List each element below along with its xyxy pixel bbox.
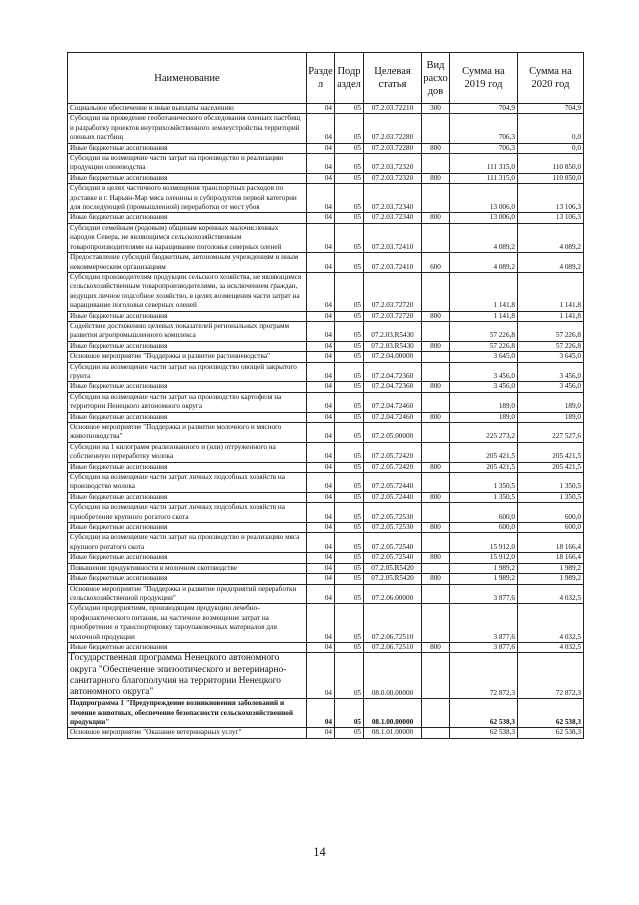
cell-sum-2019: 600,0 (450, 523, 518, 533)
cell-razdel: 04 (307, 604, 335, 643)
cell-sum-2019: 111 315,0 (450, 173, 518, 183)
cell-razdel: 04 (307, 114, 335, 143)
cell-sum-2019: 3 877,6 (450, 584, 518, 604)
table-row (68, 563, 584, 573)
cell-razdel: 04 (307, 104, 335, 114)
cell-name: Иные бюджетные ассигнования (68, 492, 307, 502)
cell-sum-2020: 205 421,5 (518, 442, 584, 462)
cell-razdel: 04 (307, 352, 335, 362)
cell-razdel: 04 (307, 492, 335, 502)
cell-target: 07.2.03.72340 (364, 213, 422, 223)
cell-name: Повышение продуктивности в молочном скотоводстве (68, 563, 307, 573)
cell-vid (422, 352, 450, 362)
cell-sum-2020: 57 226,8 (518, 341, 584, 351)
cell-name: Субсидии на проведение геоботанического обследования оленьих пастбищ и разработку проектов внутрихозяйственного землеустройства территорий оленьих пастбищ (68, 114, 307, 143)
table-row (68, 412, 584, 422)
cell-sum-2019: 225 273,2 (450, 423, 518, 443)
cell-target: 07.2.03.72340 (364, 184, 422, 213)
cell-sum-2019: 57 226,8 (450, 321, 518, 341)
cell-sum-2019: 3 877,6 (450, 642, 518, 652)
cell-podrazdel: 05 (335, 412, 364, 422)
cell-sum-2020: 189,0 (518, 392, 584, 412)
table-row (68, 523, 584, 533)
cell-vid (422, 728, 450, 738)
cell-sum-2020: 704,9 (518, 104, 584, 114)
cell-name: Подпрограмма 1 "Предупреждение возникновения заболеваний и лечение животных, обеспечение безопасности сельскохозяйственной продукции" (68, 699, 307, 728)
cell-target: 07.2.03.72320 (364, 173, 422, 183)
cell-name: Субсидии на возмещение части затрат личных подсобных хозяйств на приобретение крупного рогатого скота (68, 503, 307, 523)
cell-name: Иные бюджетные ассигнования (68, 642, 307, 652)
table-row (68, 442, 584, 462)
table-row (68, 574, 584, 584)
cell-name: Иные бюджетные ассигнования (68, 553, 307, 563)
cell-sum-2020: 600,0 (518, 523, 584, 533)
cell-target: 07.2.04.00000 (364, 352, 422, 362)
cell-sum-2019: 62 538,3 (450, 728, 518, 738)
cell-name: Субсидии на возмещение части затрат на производство картофеля на территории Ненецкого автономного округа (68, 392, 307, 412)
cell-name: Иные бюджетные ассигнования (68, 143, 307, 153)
table-row (68, 114, 584, 143)
cell-razdel: 04 (307, 272, 335, 311)
cell-target: 07.2.06.72510 (364, 642, 422, 652)
cell-podrazdel: 05 (335, 173, 364, 183)
cell-razdel: 04 (307, 503, 335, 523)
cell-target: 07.2.03.72410 (364, 223, 422, 252)
cell-sum-2020: 1 141,8 (518, 272, 584, 311)
cell-podrazdel: 05 (335, 584, 364, 604)
cell-target: 07.2.06.00000 (364, 584, 422, 604)
cell-vid: 800 (422, 173, 450, 183)
cell-sum-2019: 1 989,2 (450, 574, 518, 584)
cell-vid: 800 (422, 143, 450, 153)
cell-podrazdel: 05 (335, 728, 364, 738)
cell-sum-2020: 600,0 (518, 503, 584, 523)
cell-podrazdel: 05 (335, 341, 364, 351)
cell-vid (422, 503, 450, 523)
cell-podrazdel: 05 (335, 563, 364, 573)
cell-razdel: 04 (307, 223, 335, 252)
cell-sum-2019: 3 456,0 (450, 362, 518, 382)
cell-target: 07.2.05.72420 (364, 462, 422, 472)
cell-target: 07.2.03.72280 (364, 114, 422, 143)
budget-table (67, 52, 584, 739)
cell-sum-2019: 111 315,0 (450, 154, 518, 174)
cell-name: Иные бюджетные ассигнования (68, 574, 307, 584)
cell-name: Иные бюджетные ассигнования (68, 382, 307, 392)
cell-vid: 800 (422, 462, 450, 472)
cell-sum-2020: 13 106,3 (518, 184, 584, 213)
cell-sum-2020: 4 089,2 (518, 223, 584, 252)
cell-target: 07.2.03.72720 (364, 272, 422, 311)
cell-podrazdel: 05 (335, 653, 364, 699)
cell-name: Государственная программа Ненецкого автономного округа "Обеспечение эпизоотического и ветеринарно-санитарного благополучия на территории Ненецкого автономного округа" (68, 653, 307, 699)
page-number: 14 (313, 845, 326, 859)
cell-podrazdel: 05 (335, 553, 364, 563)
cell-sum-2019: 600,0 (450, 503, 518, 523)
cell-name: Основное мероприятие "Поддержка и развитие молочного и мясного животноводства" (68, 423, 307, 443)
header-vid: Вид расхо дов (422, 53, 450, 104)
cell-podrazdel: 05 (335, 392, 364, 412)
cell-name: Субсидии на 1 килограмм реализованного и (или) отгруженного на собственную переработку молока (68, 442, 307, 462)
cell-target: 07.2.03.R5430 (364, 341, 422, 351)
cell-target: 07.2.03.72320 (364, 154, 422, 174)
cell-podrazdel: 05 (335, 533, 364, 553)
cell-target: 07.2.05.72540 (364, 533, 422, 553)
cell-razdel: 04 (307, 341, 335, 351)
table-body (68, 104, 584, 739)
table-row (68, 604, 584, 643)
cell-razdel: 04 (307, 253, 335, 273)
table-row (68, 699, 584, 728)
table-row (68, 213, 584, 223)
cell-name: Социальное обеспечение и иные выплаты населению (68, 104, 307, 114)
cell-sum-2020: 57 226,8 (518, 321, 584, 341)
cell-razdel: 04 (307, 442, 335, 462)
cell-razdel: 04 (307, 553, 335, 563)
cell-razdel: 04 (307, 213, 335, 223)
cell-razdel: 04 (307, 311, 335, 321)
cell-name: Содействие достижению целевых показателей региональных программ развития агропромышленного комплекса (68, 321, 307, 341)
cell-vid (422, 154, 450, 174)
table-row (68, 492, 584, 502)
cell-name: Основное мероприятие "Поддержка и развитие предприятий переработки сельскохозяйственной продукции" (68, 584, 307, 604)
cell-sum-2020: 110 850,0 (518, 173, 584, 183)
table-row (68, 253, 584, 273)
cell-sum-2019: 189,0 (450, 392, 518, 412)
cell-vid: 800 (422, 341, 450, 351)
cell-target: 07.2.05.00000 (364, 423, 422, 443)
cell-vid: 300 (422, 104, 450, 114)
cell-podrazdel: 05 (335, 442, 364, 462)
cell-podrazdel: 05 (335, 143, 364, 153)
cell-sum-2020: 189,0 (518, 412, 584, 422)
cell-podrazdel: 05 (335, 321, 364, 341)
cell-target: 08.1.00.00000 (364, 699, 422, 728)
cell-razdel: 04 (307, 143, 335, 153)
cell-target: 07.2.05.72440 (364, 473, 422, 493)
table-row (68, 553, 584, 563)
cell-name: Иные бюджетные ассигнования (68, 173, 307, 183)
cell-sum-2020: 4 032,5 (518, 604, 584, 643)
cell-vid (422, 362, 450, 382)
cell-target: 07.2.05.72530 (364, 523, 422, 533)
cell-name: Иные бюджетные ассигнования (68, 462, 307, 472)
cell-name: Субсидии семейным (родовым) общинам коренных малочисленных народов Севера, не являющимся сельскохозяйственным товаропроизводителями на наращивание поголовья северных оленей (68, 223, 307, 252)
table-row (68, 184, 584, 213)
cell-name: Иные бюджетные ассигнования (68, 341, 307, 351)
cell-target: 07.2.06.72510 (364, 604, 422, 643)
table-row (68, 462, 584, 472)
cell-sum-2020: 1 989,2 (518, 574, 584, 584)
cell-sum-2020: 110 850,0 (518, 154, 584, 174)
cell-sum-2020: 1 989,2 (518, 563, 584, 573)
cell-podrazdel: 05 (335, 423, 364, 443)
cell-sum-2020: 1 350,5 (518, 473, 584, 493)
cell-sum-2020: 227 527,6 (518, 423, 584, 443)
cell-name: Субсидии предприятиям, производящим продукцию лечебно-профилактического питания, на частичное возмещение затрат на приобретение и транспортировку тароупаковочных материалов для молочной продукции (68, 604, 307, 643)
cell-vid (422, 533, 450, 553)
table-row (68, 728, 584, 738)
cell-name: Предоставление субсидий бюджетным, автономным учреждениям и иным некоммерческим организациям (68, 253, 307, 273)
table-row (68, 533, 584, 553)
cell-podrazdel: 05 (335, 352, 364, 362)
cell-podrazdel: 05 (335, 114, 364, 143)
table-row (68, 642, 584, 652)
table-row (68, 311, 584, 321)
cell-target: 07.2.04.72360 (364, 382, 422, 392)
cell-sum-2020: 0,0 (518, 143, 584, 153)
cell-sum-2019: 62 538,3 (450, 699, 518, 728)
cell-sum-2019: 205 421,5 (450, 442, 518, 462)
cell-razdel: 04 (307, 362, 335, 382)
cell-sum-2019: 3 645,0 (450, 352, 518, 362)
cell-vid (422, 114, 450, 143)
cell-name: Субсидии в целях частичного возмещения транспортных расходов по доставке в г. Нарьян-Мар мяса оленины и субпродуктов первой категории для последующей (промышленной) переработки от мест убоя (68, 184, 307, 213)
cell-podrazdel: 05 (335, 213, 364, 223)
cell-target: 07.2.05.72440 (364, 492, 422, 502)
cell-sum-2020: 4 032,5 (518, 642, 584, 652)
cell-razdel: 04 (307, 533, 335, 553)
cell-sum-2019: 189,0 (450, 412, 518, 422)
cell-sum-2020: 3 456,0 (518, 362, 584, 382)
header-razdel: Разде л (307, 53, 335, 104)
table-row (68, 173, 584, 183)
cell-target: 07.2.04.72360 (364, 362, 422, 382)
cell-vid (422, 321, 450, 341)
table-row (68, 423, 584, 443)
cell-sum-2020: 72 872,3 (518, 653, 584, 699)
table-row (68, 341, 584, 351)
cell-podrazdel: 05 (335, 492, 364, 502)
cell-razdel: 04 (307, 173, 335, 183)
cell-sum-2019: 1 350,5 (450, 473, 518, 493)
cell-sum-2020: 3 645,0 (518, 352, 584, 362)
cell-target: 07.2.05.72420 (364, 442, 422, 462)
cell-podrazdel: 05 (335, 253, 364, 273)
table-row (68, 392, 584, 412)
header-sum-2020: Сумма на 2020 год (518, 53, 584, 104)
cell-sum-2019: 4 089,2 (450, 253, 518, 273)
cell-name: Субсидии на возмещение части затрат на производство и реализацию мяса крупного рогатого скота (68, 533, 307, 553)
cell-sum-2019: 704,9 (450, 104, 518, 114)
table-row (68, 382, 584, 392)
cell-sum-2020: 1 141,8 (518, 311, 584, 321)
cell-podrazdel: 05 (335, 574, 364, 584)
cell-vid (422, 563, 450, 573)
cell-razdel: 04 (307, 473, 335, 493)
cell-target: 07.2.04.72460 (364, 412, 422, 422)
table-row (68, 503, 584, 523)
cell-name: Иные бюджетные ассигнования (68, 523, 307, 533)
cell-razdel: 04 (307, 184, 335, 213)
cell-razdel: 04 (307, 699, 335, 728)
cell-vid: 800 (422, 412, 450, 422)
cell-podrazdel: 05 (335, 473, 364, 493)
cell-sum-2020: 4 089,2 (518, 253, 584, 273)
cell-target: 07.2.05.R5420 (364, 563, 422, 573)
cell-name: Основное мероприятие "Оказание ветеринарных услуг" (68, 728, 307, 738)
header-sum-2019: Сумма на 2019 год (450, 53, 518, 104)
cell-sum-2020: 1 350,5 (518, 492, 584, 502)
cell-razdel: 04 (307, 523, 335, 533)
table-header-row (68, 53, 584, 104)
cell-vid (422, 699, 450, 728)
cell-razdel: 04 (307, 392, 335, 412)
cell-podrazdel: 05 (335, 699, 364, 728)
cell-target: 07.2.03.72720 (364, 311, 422, 321)
cell-sum-2019: 3 456,0 (450, 382, 518, 392)
cell-name: Основное мероприятие "Поддержка и развитие растениеводства" (68, 352, 307, 362)
cell-sum-2019: 15 912,0 (450, 533, 518, 553)
cell-sum-2020: 62 538,3 (518, 699, 584, 728)
cell-target: 07.2.03.R5430 (364, 321, 422, 341)
cell-vid (422, 392, 450, 412)
cell-vid: 800 (422, 523, 450, 533)
cell-target: 07.2.03.72280 (364, 143, 422, 153)
cell-sum-2020: 0,0 (518, 114, 584, 143)
cell-sum-2020: 18 166,4 (518, 533, 584, 553)
cell-name: Субсидии производителям продукции сельского хозяйства, не являющимся сельскохозяйственным товаропроизводителями, за исключением граждан, ведущих личное подсобное хозяйство, в целях возмещения части затрат на наращивание поголовья северных оленей (68, 272, 307, 311)
cell-razdel: 04 (307, 321, 335, 341)
cell-target: 07.2.05.72540 (364, 553, 422, 563)
cell-target: 08.0.00.00000 (364, 653, 422, 699)
cell-name: Субсидии на возмещение части затрат на производство овощей закрытого грунта (68, 362, 307, 382)
cell-sum-2019: 706,3 (450, 114, 518, 143)
cell-sum-2020: 13 106,3 (518, 213, 584, 223)
cell-target: 07.2.04.72460 (364, 392, 422, 412)
cell-podrazdel: 05 (335, 154, 364, 174)
cell-vid: 600 (422, 253, 450, 273)
cell-sum-2019: 1 350,5 (450, 492, 518, 502)
cell-target: 07.2.05.R5420 (364, 574, 422, 584)
table-row (68, 362, 584, 382)
cell-vid: 800 (422, 213, 450, 223)
cell-sum-2019: 13 006,0 (450, 184, 518, 213)
table-row (68, 104, 584, 114)
cell-podrazdel: 05 (335, 184, 364, 213)
cell-podrazdel: 05 (335, 223, 364, 252)
cell-sum-2019: 15 912,0 (450, 553, 518, 563)
cell-name: Иные бюджетные ассигнования (68, 412, 307, 422)
cell-target: 07.2.05.72530 (364, 503, 422, 523)
cell-sum-2019: 1 989,2 (450, 563, 518, 573)
table-row (68, 143, 584, 153)
cell-podrazdel: 05 (335, 362, 364, 382)
table-row (68, 473, 584, 493)
cell-vid: 800 (422, 574, 450, 584)
table-row (68, 223, 584, 252)
cell-sum-2020: 62 538,3 (518, 728, 584, 738)
header-target: Целевая статья (364, 53, 422, 104)
cell-sum-2020: 3 456,0 (518, 382, 584, 392)
cell-razdel: 04 (307, 584, 335, 604)
cell-podrazdel: 05 (335, 604, 364, 643)
cell-podrazdel: 05 (335, 462, 364, 472)
cell-razdel: 04 (307, 653, 335, 699)
cell-name: Иные бюджетные ассигнования (68, 213, 307, 223)
cell-razdel: 04 (307, 154, 335, 174)
cell-sum-2019: 205 421,5 (450, 462, 518, 472)
cell-sum-2019: 4 089,2 (450, 223, 518, 252)
cell-podrazdel: 05 (335, 503, 364, 523)
cell-razdel: 04 (307, 423, 335, 443)
cell-vid (422, 442, 450, 462)
table-row (68, 653, 584, 699)
cell-vid (422, 584, 450, 604)
cell-name: Субсидии на возмещение части затрат личных подсобных хозяйств на производство молока (68, 473, 307, 493)
cell-sum-2020: 4 032,5 (518, 584, 584, 604)
cell-vid (422, 272, 450, 311)
cell-razdel: 04 (307, 412, 335, 422)
cell-sum-2019: 13 006,0 (450, 213, 518, 223)
cell-vid: 800 (422, 311, 450, 321)
cell-target: 08.1.01.00000 (364, 728, 422, 738)
cell-podrazdel: 05 (335, 642, 364, 652)
cell-vid (422, 223, 450, 252)
cell-sum-2020: 205 421,5 (518, 462, 584, 472)
header-name: Наименование (68, 53, 307, 104)
cell-name: Субсидии на возмещение части затрат на производство и реализацию продукции оленеводства (68, 154, 307, 174)
cell-podrazdel: 05 (335, 523, 364, 533)
cell-vid (422, 423, 450, 443)
cell-sum-2020: 18 166,4 (518, 553, 584, 563)
cell-razdel: 04 (307, 382, 335, 392)
cell-sum-2019: 72 872,3 (450, 653, 518, 699)
cell-razdel: 04 (307, 728, 335, 738)
cell-razdel: 04 (307, 563, 335, 573)
cell-vid (422, 604, 450, 643)
cell-razdel: 04 (307, 642, 335, 652)
cell-razdel: 04 (307, 462, 335, 472)
cell-vid: 800 (422, 492, 450, 502)
cell-sum-2019: 1 141,8 (450, 311, 518, 321)
cell-podrazdel: 05 (335, 382, 364, 392)
cell-podrazdel: 05 (335, 311, 364, 321)
cell-sum-2019: 57 226,8 (450, 341, 518, 351)
cell-vid: 800 (422, 553, 450, 563)
table-row (68, 272, 584, 311)
cell-target: 07.2.03.72210 (364, 104, 422, 114)
cell-sum-2019: 1 141,8 (450, 272, 518, 311)
header-podrazdel: Подр аздел (335, 53, 364, 104)
cell-podrazdel: 05 (335, 104, 364, 114)
cell-vid: 800 (422, 382, 450, 392)
cell-sum-2019: 706,3 (450, 143, 518, 153)
cell-target: 07.2.03.72410 (364, 253, 422, 273)
cell-vid (422, 184, 450, 213)
cell-sum-2019: 3 877,6 (450, 604, 518, 643)
table-row (68, 584, 584, 604)
table-row (68, 321, 584, 341)
cell-razdel: 04 (307, 574, 335, 584)
table-row (68, 154, 584, 174)
cell-vid (422, 653, 450, 699)
cell-vid: 800 (422, 642, 450, 652)
table-row (68, 352, 584, 362)
cell-podrazdel: 05 (335, 272, 364, 311)
cell-vid (422, 473, 450, 493)
cell-name: Иные бюджетные ассигнования (68, 311, 307, 321)
